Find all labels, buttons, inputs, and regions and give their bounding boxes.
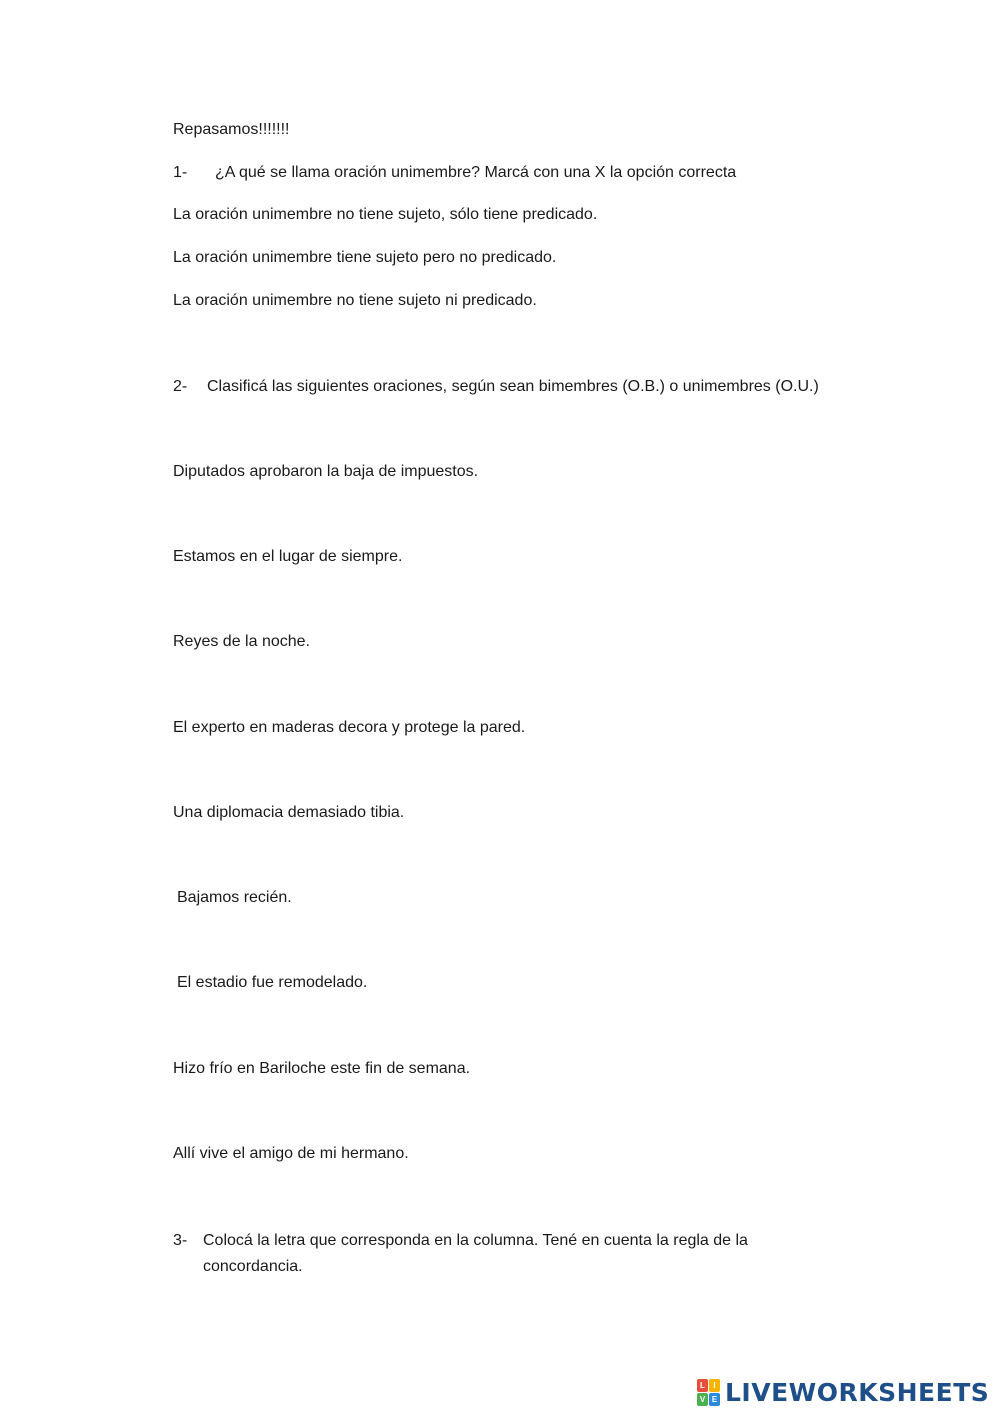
sentence-7: El estadio fue remodelado.: [177, 974, 368, 991]
liveworksheets-logo-icon: [697, 1379, 721, 1407]
sentence-2: Estamos en el lugar de siempre.: [173, 548, 403, 565]
sentence-8: Hizo frío en Bariloche este fin de semana.: [173, 1060, 471, 1077]
question-2-text: Clasificá las siguientes oraciones, según sean bimembres (O.B.) o unimembres (O.U.): [207, 378, 819, 395]
logo-tile-l: L: [697, 1379, 708, 1392]
logo-tile-v: V: [697, 1393, 708, 1406]
sentence-4: El experto en maderas decora y protege la pared.: [173, 719, 526, 736]
liveworksheets-logo: [697, 1378, 989, 1407]
question-1-text: ¿A qué se llama oración unimembre? Marcá con una X la opción correcta: [215, 164, 737, 181]
logo-tile-i: I: [709, 1379, 720, 1392]
q1-option-2[interactable]: La oración unimembre tiene sujeto pero no predicado.: [173, 249, 557, 266]
liveworksheets-logo-text: LIVEWORKSHEETS: [725, 1378, 990, 1407]
question-1: [173, 163, 736, 183]
question-3-text: Colocá la letra que corresponda en la columna. Tené en cuenta la regla de la concordancia.: [203, 1232, 748, 1275]
question-2: [173, 377, 819, 397]
sentence-1: Diputados aprobaron la baja de impuestos.: [173, 463, 479, 480]
sentence-5: Una diplomacia demasiado tibia.: [173, 804, 405, 821]
question-2-number: 2-: [173, 378, 188, 395]
page-heading: Repasamos!!!!!!!: [173, 121, 290, 138]
question-1-number: 1-: [173, 164, 188, 181]
question-3: [173, 1228, 803, 1280]
sentence-3: Reyes de la noche.: [173, 633, 310, 650]
q1-option-3[interactable]: La oración unimembre no tiene sujeto ni predicado.: [173, 292, 537, 309]
sentence-9: Allí vive el amigo de mi hermano.: [173, 1145, 409, 1162]
logo-tile-e: E: [709, 1393, 720, 1406]
q1-option-1[interactable]: La oración unimembre no tiene sujeto, sólo tiene predicado.: [173, 206, 598, 223]
question-3-number: 3-: [173, 1232, 188, 1249]
sentence-6: Bajamos recién.: [177, 889, 292, 906]
